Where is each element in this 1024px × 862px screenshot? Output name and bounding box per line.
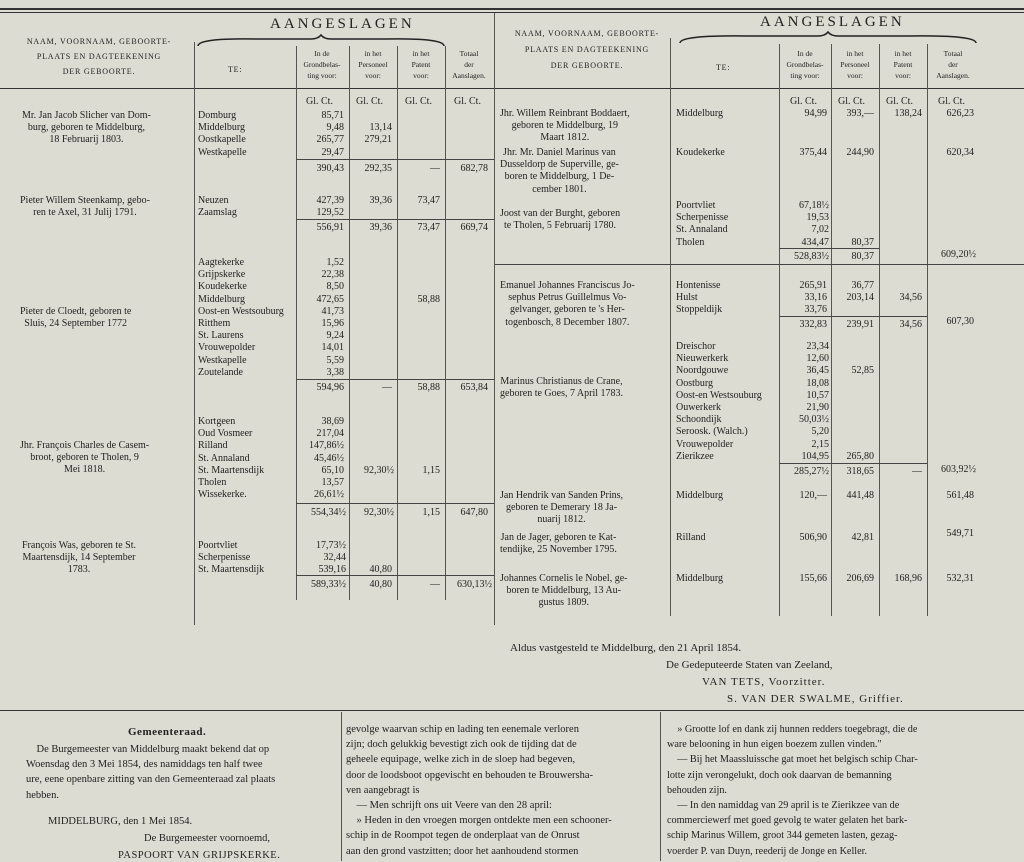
unit-l4: Gl. Ct.: [454, 96, 481, 107]
sum-patent: 58,88: [417, 382, 440, 393]
unit-r1: Gl. Ct.: [790, 96, 817, 107]
patent-h3: voor:: [413, 71, 429, 80]
gemeenteraad-sign: De Burgemeester voornoemd,: [144, 833, 271, 844]
unit-r2: Gl. Ct.: [838, 96, 865, 107]
pers-values: 39,36: [369, 195, 392, 206]
person-name: Jhr. Mr. Daniel Marinus van Dusseldorp de Superville, ge- boren te Middelburg, 1 De- cember 1801.: [500, 147, 619, 195]
pers-values: 42,81: [851, 532, 874, 543]
grond-h3: ting voor:: [307, 71, 337, 80]
name-col-header-3: DER GEBOORTE.: [62, 67, 136, 76]
total: 669,74: [460, 222, 488, 233]
person-name: Joost van der Burght, geboren te Tholen, 5 Februarij 1780.: [500, 208, 621, 232]
person-name: Jhr. François Charles de Casem- broot, geboren te Tholen, 9 Mei 1818.: [20, 440, 150, 476]
places: Neuzen Zaamslag: [198, 195, 237, 219]
places: Koudekerke: [676, 147, 725, 158]
right-vrule-1: [670, 38, 671, 616]
pers-values: 52,85 265,80: [846, 365, 874, 462]
sum-grond: 554,34½: [311, 507, 346, 518]
unit-r3: Gl. Ct.: [886, 96, 913, 107]
pers-values: 40,80: [369, 564, 392, 576]
sum-grond: 556,91: [316, 222, 344, 233]
sum-pers: 80,37: [851, 251, 874, 262]
pers-h1: in het: [364, 49, 382, 58]
sum-grond: 390,43: [316, 163, 344, 174]
patent-values: 138,24: [894, 108, 922, 119]
pers-h3: voor:: [365, 71, 381, 80]
signature-line3: VAN TETS, Voorzitter.: [702, 676, 826, 688]
r-name-col-header-1: NAAM, VOORNAAM, GEBOORTE-: [514, 29, 660, 38]
grond-values: 38,69 217,04 147,86½ 45,46½ 65,10 13,57 26,61½: [309, 416, 344, 501]
sum-patent: —: [430, 579, 440, 590]
bottom-col-divider-2: [660, 712, 661, 861]
grond-values: 17,73½ 32,44 539,16: [316, 540, 346, 576]
places: Dreischor Nieuwerkerk Noordgouwe Oostburg Oost-en Westsouburg Ouwerkerk Schoondijk Seroosk. (Walch.) Vrouwepolder Zierikzee: [676, 341, 762, 462]
r-name-col-header-3: DER GEBOORTE.: [550, 61, 624, 70]
total: 653,84: [460, 382, 488, 393]
sum-patent: 1,15: [422, 507, 440, 518]
person-name: Jhr. Willem Reinbrant Boddaert, geboren te Middelburg, 19 Maart 1812.: [500, 108, 630, 144]
places: Middelburg: [676, 108, 724, 119]
sum-pers: —: [382, 382, 392, 393]
places: Kortgeen Oud Vosmeer Rilland St. Annaland St. Maartensdijk Tholen Wissekerke.: [198, 416, 265, 501]
total: 647,80: [460, 507, 488, 518]
sum-pers: 318,65: [846, 466, 874, 477]
patent-values: 1,15: [422, 464, 440, 476]
r-pers-h1: in het: [846, 49, 864, 58]
left-header-rule: [0, 88, 494, 89]
sum-patent: —: [430, 163, 440, 174]
aangeslagen-title: AANGESLAGEN: [270, 16, 415, 32]
sum-patent: 73,47: [417, 222, 440, 233]
totaal-h2: der: [464, 60, 474, 69]
unit-l1: Gl. Ct.: [306, 96, 333, 107]
name-col-header-1: NAAM, VOORNAAM, GEBOORTE-: [26, 37, 172, 46]
sum-pers: 292,35: [364, 163, 392, 174]
grond-values: 23,34 12,60 36,45 18,08 10,57 21,90 50,03½ 5,20 2,15 104,95: [799, 341, 829, 462]
subtotal-rule: [779, 248, 879, 249]
grond-values: 427,39 129,52: [316, 195, 344, 219]
pers-values: 244,90: [846, 147, 874, 158]
person-name: Emanuel Johannes Franciscus Jo- sephus Petrus Guillelmus Vo- gelvanger, geboren te 's Her- togenbosch, 8 December 1807.: [500, 280, 635, 328]
pers-values: 206,69: [846, 573, 874, 584]
totaal-h3: Aanslagen.: [452, 71, 486, 80]
total: 603,92½: [941, 464, 976, 475]
grond-values: 506,90: [799, 532, 827, 543]
patent-h2: Patent: [411, 60, 431, 69]
bottom-section-rule: [0, 710, 1024, 711]
r-patent-h3: voor:: [895, 71, 911, 80]
gemeenteraad-sign2: PASPOORT VAN GRIJPSKERKE.: [118, 850, 281, 861]
subtotal-rule: [779, 463, 927, 464]
r-aangeslagen-title: AANGESLAGEN: [760, 14, 905, 30]
unit-l2: Gl. Ct.: [356, 96, 383, 107]
pers-values: 92,30½: [364, 464, 394, 476]
total: 549,71: [946, 528, 974, 539]
center-divider: [494, 13, 495, 625]
patent-h1: in het: [412, 49, 430, 58]
r-patent-h2: Patent: [893, 60, 913, 69]
grond-values: 1,52 22,38 8,50 472,65 41,73 15,96 9,24 14,01 5,59 3,38: [316, 257, 344, 378]
name-col-header-2: PLAATS EN DAGTEEKENING: [36, 52, 162, 61]
r-pers-h2: Personeel: [840, 60, 870, 69]
patent-values: 168,96: [894, 573, 922, 584]
subtotal-rule: [296, 379, 494, 380]
total: 630,13½: [457, 579, 492, 590]
section-rule-1: [495, 264, 1024, 265]
r-grond-h2: Grondbelas-: [786, 60, 824, 69]
r-grond-h3: ting voor:: [790, 71, 820, 80]
r-totaal-h2: der: [948, 60, 958, 69]
person-name: Jan de Jager, geboren te Kat- tendijke, 25 November 1795.: [500, 532, 617, 556]
left-vrule-1: [194, 42, 195, 625]
sum-grond: 594,96: [316, 382, 344, 393]
brace-left: [196, 34, 446, 48]
sum-patent: —: [912, 466, 922, 477]
pers-values: 441,48: [846, 490, 874, 501]
pers-values: 393,—: [846, 108, 874, 119]
sum-pers: 239,91: [846, 319, 874, 330]
totaal-h1: Totaal: [459, 49, 479, 58]
places: Rilland: [676, 532, 706, 543]
patent-values: 34,56: [899, 292, 922, 304]
person-name: François Was, geboren te St. Maartensdijk, 14 September 1783.: [22, 540, 136, 576]
grond-h1: In de: [314, 49, 330, 58]
pers-values: 36,77 203,14: [846, 280, 874, 304]
right-header-rule: [495, 88, 1024, 89]
pers-values: 80,37: [851, 236, 874, 248]
total: 607,30: [946, 316, 974, 327]
total: 682,78: [460, 163, 488, 174]
r-patent-h1: in het: [894, 49, 912, 58]
person-name: Mr. Jan Jacob Slicher van Dom- burg, geboren te Middelburg, 18 Februarij 1803.: [22, 110, 151, 146]
sum-pers: 39,36: [369, 222, 392, 233]
subtotal-rule: [296, 219, 494, 220]
signature-line1: Aldus vastgesteld te Middelburg, den 21 April 1854.: [510, 642, 742, 654]
left-vrule-2: [296, 46, 297, 600]
grond-values: 375,44: [799, 147, 827, 158]
sum-patent: 34,56: [899, 319, 922, 330]
bottom-col-divider-1: [341, 712, 342, 861]
grond-values: 120,—: [799, 490, 827, 501]
person-name: Pieter de Cloedt, geboren te Sluis, 24 September 1772: [20, 306, 132, 330]
veere-text: gevolge waarvan schip en lading ten eenemale verloren zijn; doch gelukkig bevestigt zich ook de tijding dat de geheele equipage, welke zich in de sloep had begeven, door de loodsboot opgevischt en behouden te Brouwersha- ven aangebragt is — Men schrijft ons uit Veere van den 28 april: » Heden in den vroegen morgen ontdekte men een schooner- schip in de Roompot tegen de onderplaat van de Onrust aan den grond vastzitten; door het aanhoudend stormen: [346, 724, 612, 857]
gemeenteraad-date: MIDDELBURG, den 1 Mei 1854.: [48, 816, 193, 827]
right-vrule-2: [779, 44, 780, 616]
total: 626,23: [946, 108, 974, 119]
pers-values: 13,14 279,21: [364, 122, 392, 146]
r-te-col-header: TE:: [716, 63, 731, 72]
places: Poortvliet Scherpenisse St. Maartensdijk: [198, 540, 265, 576]
pers-h2: Personeel: [358, 60, 388, 69]
top-rule-thin: [0, 12, 1024, 13]
person-name: Pieter Willem Steenkamp, gebo- ren te Axel, 31 Julij 1791.: [20, 195, 150, 219]
total: 561,48: [946, 490, 974, 501]
signature-line2: De Gedeputeerde Staten van Zeeland,: [666, 659, 833, 671]
grond-values: 155,66: [799, 573, 827, 584]
gemeenteraad-text: De Burgemeester van Middelburg maakt bekend dat op Woensdag den 3 Mei 1854, des namiddags ten half twee ure, eene openbare zitting van den Gemeenteraad zal plaats hebben.: [26, 744, 276, 801]
unit-l3: Gl. Ct.: [405, 96, 432, 107]
person-name: Jan Hendrik van Sanden Prins, geboren te Demerary 18 Ja- nuarij 1812.: [500, 490, 624, 526]
brace-right: [678, 31, 978, 45]
subtotal-rule: [296, 575, 494, 576]
places: Domburg Middelburg Oostkapelle Westkapelle: [198, 110, 247, 158]
subtotal-rule: [296, 159, 494, 160]
grond-values: 265,91 33,16 33,76: [799, 280, 827, 316]
total: 609,20½: [941, 249, 976, 260]
sum-grond: 285,27½: [794, 466, 829, 477]
sum-grond: 528,83½: [794, 251, 829, 262]
r-totaal-h3: Aanslagen.: [936, 71, 970, 80]
te-col-header: TE:: [228, 65, 243, 74]
gemeenteraad-heading: Gemeenteraad.: [128, 726, 207, 738]
places: Aagtekerke Grijpskerke Koudekerke Middelburg Oost-en Westsouburg Ritthem St. Laurens Vrouwepolder Westkapelle Zoutelande: [198, 257, 284, 378]
r-name-col-header-2: PLAATS EN DAGTEEKENING: [524, 45, 650, 54]
top-rule: [0, 8, 1024, 10]
r-pers-h3: voor:: [847, 71, 863, 80]
sum-grond: 332,83: [799, 319, 827, 330]
person-name: Johannes Cornelis le Nobel, ge- boren te Middelburg, 13 Au- gustus 1809.: [500, 573, 628, 609]
total: 620,34: [946, 147, 974, 158]
sum-grond: 589,33½: [311, 579, 346, 590]
subtotal-rule: [296, 503, 494, 504]
r-totaal-h1: Totaal: [943, 49, 963, 58]
patent-values: 58,88: [417, 293, 440, 305]
places: Poortvliet Scherpenisse St. Annaland Tholen: [676, 200, 729, 248]
person-name: Marinus Christianus de Crane, geboren te Goes, 7 April 1783.: [500, 376, 624, 400]
places: Hontenisse Hulst Stoppeldijk: [676, 280, 723, 316]
grond-values: 85,71 9,48 265,77 29,47: [316, 110, 344, 158]
patent-values: 73,47: [417, 195, 440, 206]
zierikzee-text: » Grootte lof en dank zij hunnen redders toegebragt, die de ware belooning in hun eigen boezem zullen vinden." — Bij het Maassluissche gat moet het belgisch schip Char- lotte zijn verongelukt, doch ook daarvan de bemanning behouden zijn. — In den namiddag van 29 april is te Zierikzee van de commerciewerf met goed gevolg te water gelaten het bark- schip Marinus Willem, groot 344 gemeten lasten, gezag- voerder P. van Duyn, reederij de Jonge en Keller.: [667, 724, 918, 857]
subtotal-rule: [779, 316, 927, 317]
r-grond-h1: In de: [797, 49, 813, 58]
sum-pers: 40,80: [369, 579, 392, 590]
grond-values: 94,99: [804, 108, 827, 119]
places: Middelburg: [676, 573, 724, 584]
unit-r4: Gl. Ct.: [938, 96, 965, 107]
grond-values: 67,18½ 19,53 7,02 434,47: [799, 200, 829, 248]
places: Middelburg: [676, 490, 724, 501]
grond-h2: Grondbelas-: [303, 60, 341, 69]
total: 532,31: [946, 573, 974, 584]
signature-line4: S. VAN DER SWALME, Griffier.: [727, 693, 904, 705]
sum-pers: 92,30½: [364, 507, 394, 518]
